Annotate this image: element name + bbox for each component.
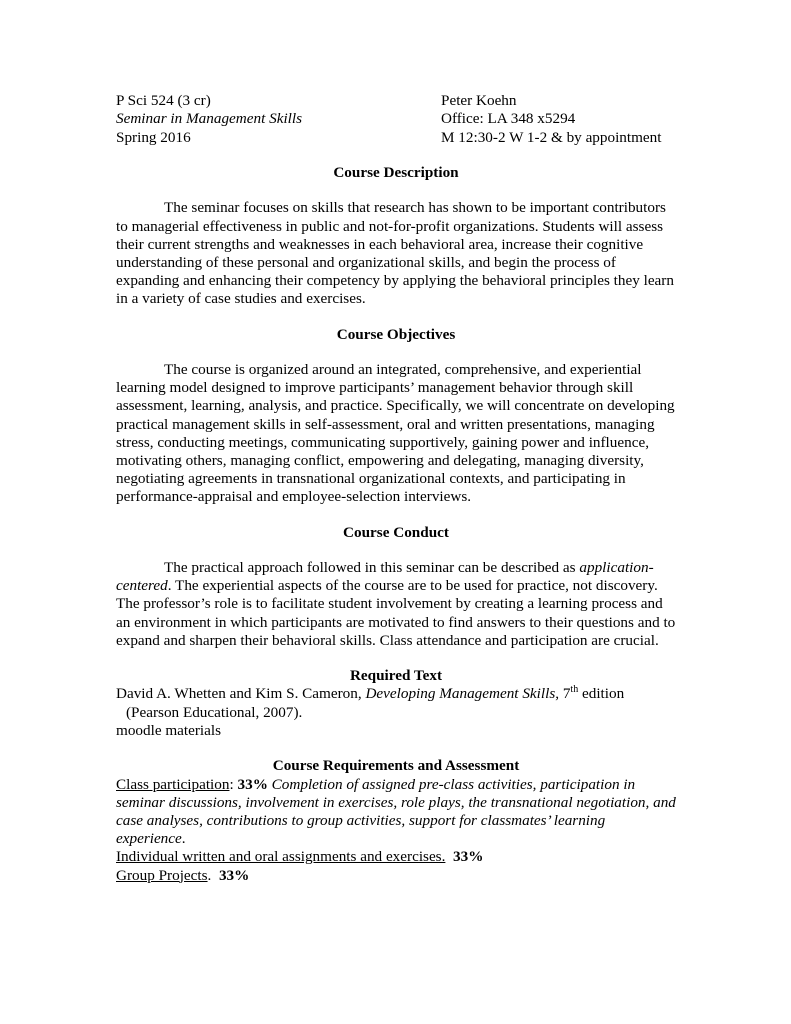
syllabus-header — [116, 92, 676, 148]
required-text-heading: Required Text — [349, 667, 443, 685]
book-publisher: (Pearson Educational, 2007). — [126, 703, 303, 721]
course-code: P Sci 524 (3 cr) — [116, 92, 211, 109]
requirement-percent: 33% — [218, 866, 250, 884]
book-edition-word: edition — [578, 685, 625, 703]
requirement-detail: Completion of assigned pre-class activities, participation in seminar discussions, involvement in exercises, role plays, the transnational negotiation, and case analyses, contributions to group activities, support for classmates’ learning experience — [116, 775, 676, 848]
requirement-percent: 33% — [237, 775, 268, 793]
requirement-label: Class participation — [116, 775, 230, 793]
book-edition-suffix: th — [570, 684, 579, 696]
requirements-heading: Course Requirements and Assessment — [272, 757, 520, 775]
course-info — [116, 92, 302, 147]
requirement-separator: : — [229, 775, 238, 793]
instructor-name: Peter Koehn — [441, 92, 517, 109]
required-text-citation — [116, 685, 676, 703]
requirement-separator — [445, 848, 453, 865]
requirement-item — [116, 776, 676, 849]
requirement-label: Individual written and oral assignments and exercises. — [116, 848, 446, 866]
instructor-office: Office: LA 348 x5294 — [441, 110, 576, 128]
instructor-info — [441, 92, 662, 147]
conduct-text-start: The practical approach followed in this seminar can be described as — [164, 559, 580, 577]
objectives-heading: Course Objectives — [336, 325, 456, 343]
conduct-text — [116, 559, 676, 650]
description-text: The seminar focuses on skills that research has shown to be important contributors to managerial effectiveness in public and not-for-profit organizations. Students will assess their current strengths and weaknesses in each behavioral area, increase their cognitive understanding of these personal and organizational skills, and begin the process of expanding and enhancing their competency by applying the behavioral principles they learn in a variety of case studies and exercises. — [116, 199, 674, 308]
requirement-item — [116, 848, 676, 866]
course-term: Spring 2016 — [116, 128, 191, 146]
course-title: Seminar in Management Skills — [116, 110, 303, 128]
syllabus-page — [116, 92, 676, 885]
objectives-text: The course is organized around an integrated, comprehensive, and experiential learning model designed to improve participants’ management behavior through skill assessment, learning, analysis, and practice. Specifically, we will concentrate on developing practical management skills in self-assessment, oral and written presentations, managing stress, conducting meetings, communicating supportively, gaining power and influence, motivating others, managing conflict, empowering and delegating, managing diversity, negotiating agreements in transnational organizational contexts, and participating in performance-appraisal and employee-selection interviews. — [116, 361, 675, 506]
office-hours: M 12:30-2 W 1-2 & by appointment — [441, 128, 662, 146]
book-authors: David A. Whetten and Kim S. Cameron, — [116, 685, 366, 703]
moodle-materials: moodle materials — [116, 721, 222, 739]
conduct-text-emphasis: application-centered — [116, 559, 654, 595]
book-edition-number: , 7 — [555, 685, 571, 703]
conduct-heading: Course Conduct — [343, 523, 449, 541]
description-heading: Course Description — [333, 164, 459, 181]
requirement-label: Group Projects — [116, 866, 208, 884]
requirement-separator: . — [207, 866, 219, 884]
book-title: Developing Management Skills — [365, 685, 556, 703]
requirement-item — [116, 867, 676, 885]
requirement-percent: 33% — [453, 848, 484, 866]
requirement-end: . — [181, 830, 186, 848]
conduct-text-rest: . The experiential aspects of the course are to be used for practice, not discovery. The professor’s role is to facilitate student involvement by creating a learning process and an environment in which participants are motivated to find answers to their questions and to expand and sharpen their behavioral skills. Class attendance and participation are crucial. — [116, 577, 676, 649]
